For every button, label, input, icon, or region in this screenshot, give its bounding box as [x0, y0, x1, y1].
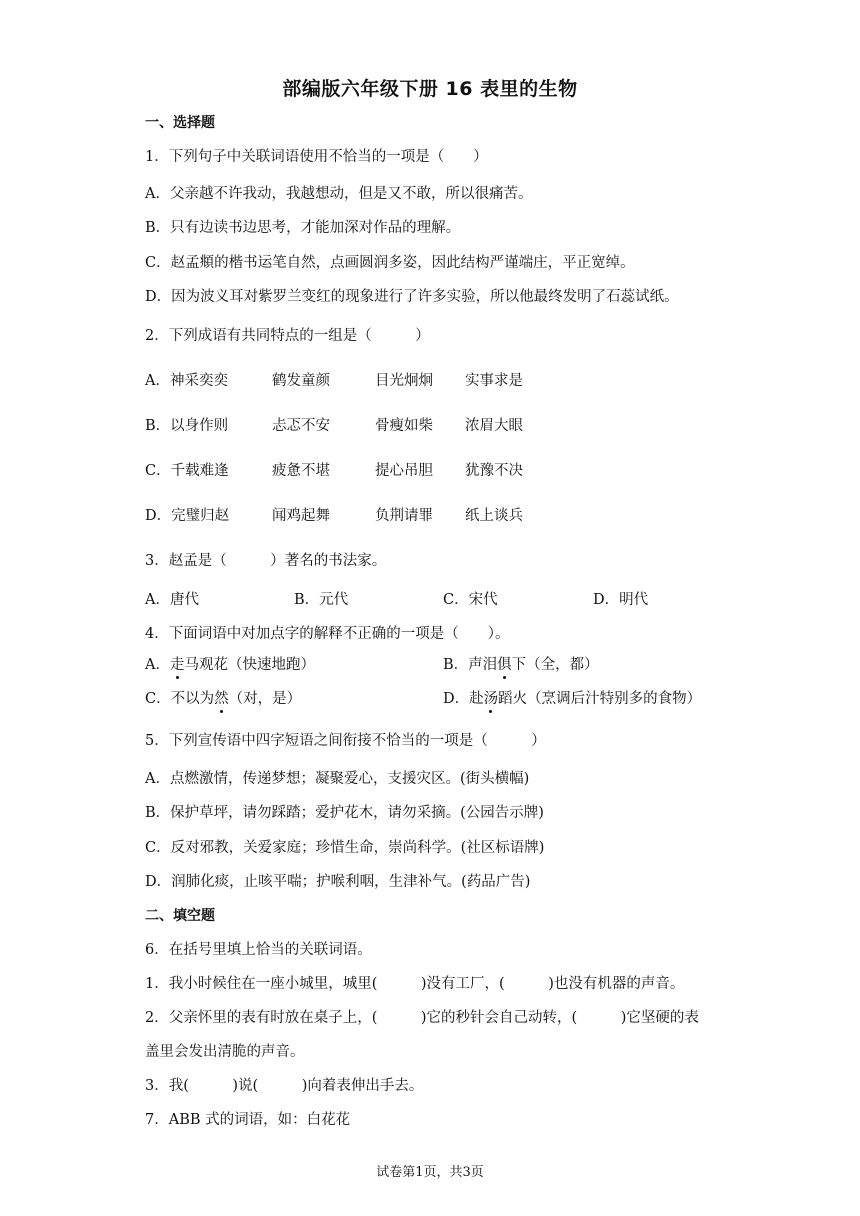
- q2-row-c-col1: C．千载难逢: [145, 463, 229, 479]
- q1-option-b: B．只有边读书边思考，才能加深对作品的理解。: [145, 220, 461, 236]
- q2-row-a-col2: 鹤发童颜: [272, 373, 330, 389]
- page-footer: 试卷第1页，共3页: [376, 1165, 484, 1180]
- q2-row-b-col4: 浓眉大眼: [465, 418, 523, 434]
- q1-option-a: A．父亲越不许我动，我越想动，但是又不敢，所以很痛苦。: [145, 186, 533, 202]
- q5-option-a: A．点燃激情，传递梦想；凝聚爱心，支援灾区。(街头横幅): [145, 771, 530, 787]
- q6-item-2-cont: 盖里会发出清脆的声音。: [145, 1044, 305, 1060]
- q4-stem: 4．下面词语中对加点字的解释不正确的一项是（ ）。: [145, 626, 510, 642]
- dotted-char: 然: [214, 691, 229, 707]
- section-heading-fill: 二、填空题: [145, 908, 215, 924]
- q3-option-d: D．明代: [593, 592, 649, 608]
- q7-stem: 7．ABB 式的词语，如：白花花: [145, 1112, 351, 1128]
- q4-option-c: C．不以为然（对，是）: [145, 691, 302, 707]
- q2-row-a-col1: A．神采奕奕: [145, 373, 228, 389]
- dotted-char: 走: [169, 657, 185, 673]
- q5-option-c: C．反对邪教，关爱家庭；珍惜生命，崇尚科学。(社区标语牌): [145, 840, 545, 856]
- q2-row-b-col2: 忐忑不安: [272, 418, 330, 434]
- q2-row-d-col1: D．完璧归赵: [145, 508, 230, 524]
- q2-row-b-col3: 骨瘦如柴: [375, 418, 433, 434]
- q6-item-2: 2．父亲怀里的表有时放在桌子上，( )它的秒针会自己动转，( )它坚硬的表: [145, 1010, 699, 1026]
- q6-item-1: 1．我小时候住在一座小城里，城里( )没有工厂，( )也没有机器的声音。: [145, 976, 685, 992]
- q3-option-b: B．元代: [294, 592, 349, 608]
- q4-option-a: A．走马观花（快速地跑）: [145, 657, 315, 673]
- q2-row-d-col4: 纸上谈兵: [465, 508, 523, 524]
- q4-option-b: B．声泪俱下（全，都）: [443, 657, 599, 673]
- q2-row-c-col3: 提心吊胆: [375, 463, 433, 479]
- page-title: 部编版六年级下册 16 表里的生物: [282, 78, 578, 100]
- q2-row-d-col3: 负荆请罪: [375, 508, 433, 524]
- q5-option-d: D．润肺化痰，止咳平喘；护喉利咽，生津补气。(药品广告): [145, 874, 531, 890]
- q1-stem: 1．下列句子中关联词语使用不恰当的一项是（ ）: [145, 149, 488, 165]
- q5-stem: 5．下列宣传语中四字短语之间衔接不恰当的一项是（ ）: [145, 733, 546, 749]
- q2-stem: 2．下列成语有共同特点的一组是（ ）: [145, 328, 430, 344]
- q6-stem: 6．在括号里填上恰当的关联词语。: [145, 942, 372, 958]
- q2-row-c-col2: 疲惫不堪: [272, 463, 330, 479]
- section-heading-choice: 一、选择题: [145, 115, 215, 131]
- q2-row-a-col4: 实事求是: [465, 373, 523, 389]
- dotted-char: 俱: [497, 657, 512, 673]
- q2-row-c-col4: 犹豫不决: [465, 463, 523, 479]
- q3-stem: 3．赵孟是（ ）著名的书法家。: [145, 553, 387, 569]
- q5-option-b: B．保护草坪，请勿踩踏；爱护花木，请勿采摘。(公园告示牌): [145, 805, 544, 821]
- q1-option-c: C．赵孟頫的楷书运笔自然，点画圆润多姿，因此结构严谨端庄，平正宽绰。: [145, 255, 635, 271]
- q3-option-a: A．唐代: [145, 592, 199, 608]
- q2-row-d-col2: 闻鸡起舞: [272, 508, 330, 524]
- q2-row-a-col3: 目光炯炯: [375, 373, 433, 389]
- q6-item-3: 3．我( )说( )向着表伸出手去。: [145, 1078, 424, 1094]
- q3-option-c: C．宋代: [443, 592, 498, 608]
- q4-option-d: D．赴汤蹈火（烹调后汁特别多的食物）: [443, 691, 702, 707]
- dotted-char: 汤: [483, 691, 499, 707]
- q2-row-b-col1: B．以身作则: [145, 418, 229, 434]
- q1-option-d: D．因为波义耳对紫罗兰变红的现象进行了许多实验，所以他最终发明了石蕊试纸。: [145, 289, 679, 305]
